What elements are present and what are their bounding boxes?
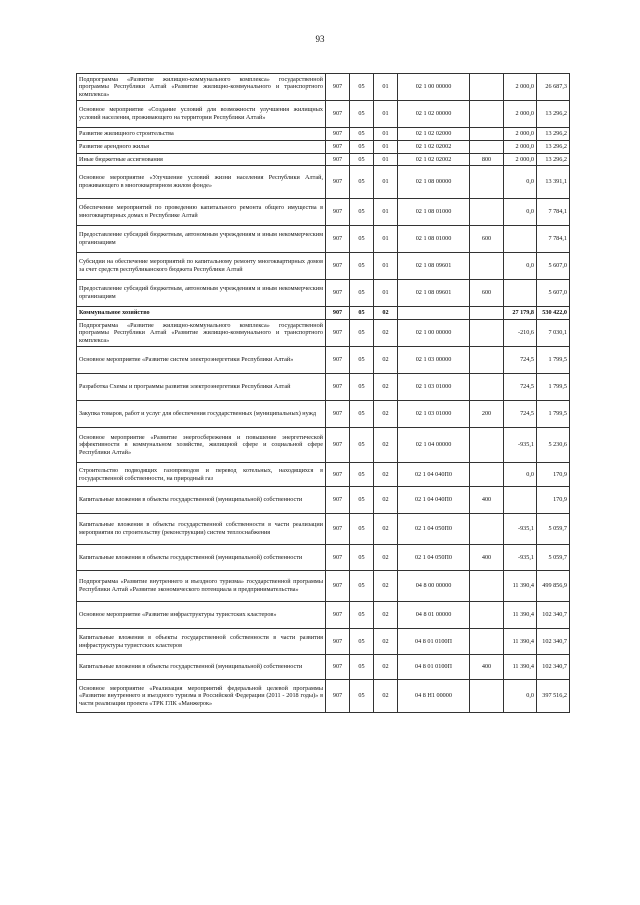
row-sum-total: 7 030,1 bbox=[537, 320, 570, 347]
row-pr: 02 bbox=[374, 401, 398, 428]
row-sum-total: 102 340,7 bbox=[537, 655, 570, 680]
row-vr bbox=[470, 199, 504, 226]
row-csr: 04 8 00 00000 bbox=[398, 571, 470, 602]
table-row bbox=[77, 374, 570, 401]
row-name: Субсидии на обеспечение мероприятий по капитальному ремонту многоквартирных домов за счет средств республиканского бюджета Республики Алтай bbox=[77, 253, 326, 280]
row-sum-total: 13 296,2 bbox=[537, 128, 570, 141]
row-grbs: 907 bbox=[326, 629, 350, 655]
row-vr bbox=[470, 253, 504, 280]
row-pr: 02 bbox=[374, 347, 398, 374]
row-grbs: 907 bbox=[326, 428, 350, 463]
row-csr: 02 1 03 00000 bbox=[398, 347, 470, 374]
row-pr: 01 bbox=[374, 154, 398, 166]
row-pr: 02 bbox=[374, 680, 398, 713]
row-grbs: 907 bbox=[326, 226, 350, 253]
row-sum-change: 2 000,0 bbox=[504, 154, 537, 166]
row-vr bbox=[470, 128, 504, 141]
row-csr: 04 8 01 0100П bbox=[398, 629, 470, 655]
row-sum-change: 2 000,0 bbox=[504, 101, 537, 128]
row-csr: 02 1 03 01000 bbox=[398, 401, 470, 428]
row-sum-total: 1 799,5 bbox=[537, 347, 570, 374]
table-row bbox=[77, 199, 570, 226]
row-vr bbox=[470, 680, 504, 713]
row-csr: 02 1 02 02000 bbox=[398, 128, 470, 141]
row-csr: 04 8 01 0100П bbox=[398, 655, 470, 680]
row-rz: 05 bbox=[350, 680, 374, 713]
row-name: Развитие арендного жилья bbox=[77, 141, 326, 154]
row-vr bbox=[470, 374, 504, 401]
row-grbs: 907 bbox=[326, 128, 350, 141]
row-vr bbox=[470, 74, 504, 101]
table-row bbox=[77, 128, 570, 141]
row-sum-total: 170,9 bbox=[537, 463, 570, 487]
row-vr: 400 bbox=[470, 545, 504, 571]
row-sum-total: 13 296,2 bbox=[537, 101, 570, 128]
row-grbs: 907 bbox=[326, 514, 350, 545]
row-sum-total: 530 422,0 bbox=[537, 307, 570, 320]
row-vr bbox=[470, 347, 504, 374]
row-name: Обеспечение мероприятий по проведению капитального ремонта общего имущества в многоквартирных домах в Республике Алтай bbox=[77, 199, 326, 226]
row-pr: 01 bbox=[374, 128, 398, 141]
row-name: Предоставление субсидий бюджетным, автономным учреждениям и иным некоммерческим организациям bbox=[77, 280, 326, 307]
row-pr: 01 bbox=[374, 166, 398, 199]
row-name: Основное мероприятие «Реализация мероприятий федеральной целевой программы «Развитие внутреннего и въездного туризма в Российской Федерации (2011 - 2018 годы)» в части реализации проекта «ТРК ГЛК «Манжерок» bbox=[77, 680, 326, 713]
row-sum-change bbox=[504, 487, 537, 514]
row-grbs: 907 bbox=[326, 199, 350, 226]
row-grbs: 907 bbox=[326, 545, 350, 571]
row-name: Капитальные вложения в объекты государственной (муниципальной) собственности bbox=[77, 655, 326, 680]
row-pr: 01 bbox=[374, 74, 398, 101]
row-csr: 02 1 02 02002 bbox=[398, 154, 470, 166]
row-csr: 02 1 04 050П0 bbox=[398, 514, 470, 545]
row-pr: 01 bbox=[374, 280, 398, 307]
row-sum-total: 170,9 bbox=[537, 487, 570, 514]
row-grbs: 907 bbox=[326, 401, 350, 428]
row-grbs: 907 bbox=[326, 602, 350, 629]
row-pr: 02 bbox=[374, 463, 398, 487]
row-vr bbox=[470, 166, 504, 199]
row-rz: 05 bbox=[350, 128, 374, 141]
row-grbs: 907 bbox=[326, 347, 350, 374]
row-sum-change: 0,0 bbox=[504, 463, 537, 487]
row-sum-change: 11 390,4 bbox=[504, 655, 537, 680]
row-rz: 05 bbox=[350, 141, 374, 154]
row-rz: 05 bbox=[350, 74, 374, 101]
row-rz: 05 bbox=[350, 253, 374, 280]
row-rz: 05 bbox=[350, 374, 374, 401]
row-vr: 600 bbox=[470, 280, 504, 307]
row-rz: 05 bbox=[350, 602, 374, 629]
table-row bbox=[77, 307, 570, 320]
row-csr: 02 1 04 040П0 bbox=[398, 487, 470, 514]
row-grbs: 907 bbox=[326, 166, 350, 199]
row-name: Предоставление субсидий бюджетным, автономным учреждениям и иным некоммерческим организациям bbox=[77, 226, 326, 253]
row-rz: 05 bbox=[350, 545, 374, 571]
row-csr: 02 1 08 00000 bbox=[398, 166, 470, 199]
row-pr: 02 bbox=[374, 320, 398, 347]
row-grbs: 907 bbox=[326, 154, 350, 166]
row-csr bbox=[398, 307, 470, 320]
row-vr bbox=[470, 320, 504, 347]
row-sum-change: -935,1 bbox=[504, 514, 537, 545]
row-rz: 05 bbox=[350, 347, 374, 374]
row-pr: 02 bbox=[374, 602, 398, 629]
row-grbs: 907 bbox=[326, 101, 350, 128]
row-pr: 02 bbox=[374, 655, 398, 680]
row-sum-change: 27 179,8 bbox=[504, 307, 537, 320]
row-name: Иные бюджетные ассигнования bbox=[77, 154, 326, 166]
row-sum-change: 724,5 bbox=[504, 347, 537, 374]
row-sum-change: -935,1 bbox=[504, 545, 537, 571]
row-rz: 05 bbox=[350, 199, 374, 226]
row-sum-total: 7 784,1 bbox=[537, 199, 570, 226]
row-pr: 01 bbox=[374, 101, 398, 128]
budget-table-body bbox=[77, 74, 570, 713]
table-row bbox=[77, 545, 570, 571]
budget-table bbox=[76, 73, 570, 713]
row-csr: 02 1 04 050П0 bbox=[398, 545, 470, 571]
row-csr: 02 1 04 040П0 bbox=[398, 463, 470, 487]
page-number: 93 bbox=[315, 34, 325, 44]
row-sum-total: 102 340,7 bbox=[537, 629, 570, 655]
row-vr: 400 bbox=[470, 655, 504, 680]
table-row bbox=[77, 655, 570, 680]
table-row bbox=[77, 463, 570, 487]
table-row bbox=[77, 154, 570, 166]
row-grbs: 907 bbox=[326, 655, 350, 680]
row-pr: 02 bbox=[374, 307, 398, 320]
row-sum-total: 499 856,9 bbox=[537, 571, 570, 602]
row-pr: 01 bbox=[374, 141, 398, 154]
row-vr: 400 bbox=[470, 487, 504, 514]
row-name: Основное мероприятие «Развитие энергосбережения и повышение энергетической эффективности в коммунальном хозяйстве, жилищной сфере и социальной сфере Республики Алтай» bbox=[77, 428, 326, 463]
row-grbs: 907 bbox=[326, 571, 350, 602]
row-name: Закупка товаров, работ и услуг для обеспечения государственных (муниципальных) нужд bbox=[77, 401, 326, 428]
table-row bbox=[77, 487, 570, 514]
row-rz: 05 bbox=[350, 307, 374, 320]
row-rz: 05 bbox=[350, 154, 374, 166]
row-rz: 05 bbox=[350, 401, 374, 428]
row-csr: 02 1 08 01000 bbox=[398, 226, 470, 253]
row-name: Разработка Схемы и программы развития электроэнергетики Республики Алтай bbox=[77, 374, 326, 401]
row-vr bbox=[470, 307, 504, 320]
row-vr: 200 bbox=[470, 401, 504, 428]
row-sum-total: 13 391,1 bbox=[537, 166, 570, 199]
row-sum-change: 0,0 bbox=[504, 253, 537, 280]
row-grbs: 907 bbox=[326, 487, 350, 514]
table-row bbox=[77, 514, 570, 545]
row-name: Капитальные вложения в объекты государственной собственности в части развития инфраструктуры туристских кластеров bbox=[77, 629, 326, 655]
row-rz: 05 bbox=[350, 463, 374, 487]
row-vr bbox=[470, 571, 504, 602]
row-name: Основное мероприятие «Улучшение условий жизни населения Республики Алтай, проживающего в многоквартирном жилом фонде» bbox=[77, 166, 326, 199]
row-name: Подпрограмма «Развитие внутреннего и въездного туризма» государственной программы Республики Алтай «Развитие экономического потенциала и предпринимательства» bbox=[77, 571, 326, 602]
row-pr: 01 bbox=[374, 226, 398, 253]
row-pr: 02 bbox=[374, 545, 398, 571]
row-sum-change: 2 000,0 bbox=[504, 74, 537, 101]
row-csr: 02 1 02 02002 bbox=[398, 141, 470, 154]
row-vr bbox=[470, 428, 504, 463]
row-sum-change: 0,0 bbox=[504, 199, 537, 226]
table-row bbox=[77, 226, 570, 253]
row-sum-change: 724,5 bbox=[504, 401, 537, 428]
row-pr: 02 bbox=[374, 487, 398, 514]
row-sum-total: 5 607,0 bbox=[537, 253, 570, 280]
row-pr: 02 bbox=[374, 374, 398, 401]
row-vr bbox=[470, 463, 504, 487]
row-sum-total: 1 799,5 bbox=[537, 374, 570, 401]
row-grbs: 907 bbox=[326, 141, 350, 154]
row-name: Основное мероприятие «Развитие инфраструктуры туристских кластеров» bbox=[77, 602, 326, 629]
row-pr: 02 bbox=[374, 571, 398, 602]
row-rz: 05 bbox=[350, 428, 374, 463]
row-sum-total: 397 516,2 bbox=[537, 680, 570, 713]
table-row bbox=[77, 320, 570, 347]
row-name: Капитальные вложения в объекты государственной собственности в части реализации мероприятия по строительству (реконструкции) систем теплоснабжения bbox=[77, 514, 326, 545]
row-sum-change bbox=[504, 280, 537, 307]
row-sum-total: 26 687,3 bbox=[537, 74, 570, 101]
row-sum-change: 11 390,4 bbox=[504, 602, 537, 629]
table-row bbox=[77, 280, 570, 307]
table-row bbox=[77, 141, 570, 154]
table-row bbox=[77, 602, 570, 629]
table-row bbox=[77, 428, 570, 463]
row-sum-total: 102 340,7 bbox=[537, 602, 570, 629]
row-vr bbox=[470, 514, 504, 545]
row-name: Коммунальное хозяйство bbox=[77, 307, 326, 320]
row-csr: 04 8 Н1 00000 bbox=[398, 680, 470, 713]
row-csr: 02 1 03 01000 bbox=[398, 374, 470, 401]
row-csr: 02 1 02 00000 bbox=[398, 101, 470, 128]
table-row bbox=[77, 680, 570, 713]
row-sum-change: 11 390,4 bbox=[504, 571, 537, 602]
row-vr bbox=[470, 629, 504, 655]
row-grbs: 907 bbox=[326, 74, 350, 101]
row-name: Строительство подводящих газопроводов и перевод котельных, находящихся в государственной собственности, на природный газ bbox=[77, 463, 326, 487]
row-sum-total: 13 296,2 bbox=[537, 154, 570, 166]
row-sum-total: 1 799,5 bbox=[537, 401, 570, 428]
row-sum-change: 0,0 bbox=[504, 680, 537, 713]
table-row bbox=[77, 571, 570, 602]
row-sum-change: 11 390,4 bbox=[504, 629, 537, 655]
row-vr bbox=[470, 602, 504, 629]
row-sum-change: 2 000,0 bbox=[504, 128, 537, 141]
row-sum-total: 5 607,0 bbox=[537, 280, 570, 307]
row-rz: 05 bbox=[350, 166, 374, 199]
row-rz: 05 bbox=[350, 280, 374, 307]
row-sum-change bbox=[504, 226, 537, 253]
row-vr bbox=[470, 101, 504, 128]
row-rz: 05 bbox=[350, 226, 374, 253]
row-grbs: 907 bbox=[326, 280, 350, 307]
row-csr: 02 1 08 09601 bbox=[398, 253, 470, 280]
row-sum-total: 5 059,7 bbox=[537, 545, 570, 571]
row-rz: 05 bbox=[350, 629, 374, 655]
row-csr: 02 1 00 00000 bbox=[398, 320, 470, 347]
row-sum-total: 7 784,1 bbox=[537, 226, 570, 253]
row-csr: 04 8 01 00000 bbox=[398, 602, 470, 629]
table-row bbox=[77, 347, 570, 374]
table-row bbox=[77, 401, 570, 428]
row-vr bbox=[470, 141, 504, 154]
row-rz: 05 bbox=[350, 101, 374, 128]
row-grbs: 907 bbox=[326, 463, 350, 487]
row-name: Основное мероприятие «Развитие систем электроэнергетики Республики Алтай» bbox=[77, 347, 326, 374]
row-sum-change: -210,6 bbox=[504, 320, 537, 347]
row-pr: 02 bbox=[374, 514, 398, 545]
row-csr: 02 1 08 09601 bbox=[398, 280, 470, 307]
row-grbs: 907 bbox=[326, 253, 350, 280]
table-row bbox=[77, 74, 570, 101]
row-sum-change: 2 000,0 bbox=[504, 141, 537, 154]
row-csr: 02 1 00 00000 bbox=[398, 74, 470, 101]
row-sum-total: 5 230,6 bbox=[537, 428, 570, 463]
table-row bbox=[77, 629, 570, 655]
row-name: Капитальные вложения в объекты государственной (муниципальной) собственности bbox=[77, 545, 326, 571]
row-grbs: 907 bbox=[326, 320, 350, 347]
row-name: Подпрограмма «Развитие жилищно-коммунального комплекса» государственной программы Республики Алтай «Развитие жилищно-коммунального и транспортного комплекса» bbox=[77, 74, 326, 101]
row-pr: 02 bbox=[374, 428, 398, 463]
row-rz: 05 bbox=[350, 655, 374, 680]
table-row bbox=[77, 253, 570, 280]
row-sum-change: -935,1 bbox=[504, 428, 537, 463]
row-rz: 05 bbox=[350, 487, 374, 514]
row-sum-change: 724,5 bbox=[504, 374, 537, 401]
row-csr: 02 1 08 01000 bbox=[398, 199, 470, 226]
row-pr: 01 bbox=[374, 253, 398, 280]
row-sum-change: 0,0 bbox=[504, 166, 537, 199]
row-rz: 05 bbox=[350, 514, 374, 545]
table-row bbox=[77, 166, 570, 199]
row-csr: 02 1 04 00000 bbox=[398, 428, 470, 463]
row-name: Подпрограмма «Развитие жилищно-коммунального комплекса» государственной программы Республики Алтай «Развитие жилищно-коммунального и транспортного комплекса» bbox=[77, 320, 326, 347]
row-rz: 05 bbox=[350, 320, 374, 347]
row-vr: 600 bbox=[470, 226, 504, 253]
row-rz: 05 bbox=[350, 571, 374, 602]
row-name: Основное мероприятие «Создание условий для возможности улучшения жилищных условий населения, проживающего на территории Республики Алтай» bbox=[77, 101, 326, 128]
row-vr: 800 bbox=[470, 154, 504, 166]
row-sum-total: 13 296,2 bbox=[537, 141, 570, 154]
row-grbs: 907 bbox=[326, 307, 350, 320]
table-row bbox=[77, 101, 570, 128]
row-name: Капитальные вложения в объекты государственной (муниципальной) собственности bbox=[77, 487, 326, 514]
row-pr: 01 bbox=[374, 199, 398, 226]
row-pr: 02 bbox=[374, 629, 398, 655]
row-sum-total: 5 059,7 bbox=[537, 514, 570, 545]
row-grbs: 907 bbox=[326, 374, 350, 401]
row-grbs: 907 bbox=[326, 680, 350, 713]
row-name: Развитие жилищного строительства bbox=[77, 128, 326, 141]
